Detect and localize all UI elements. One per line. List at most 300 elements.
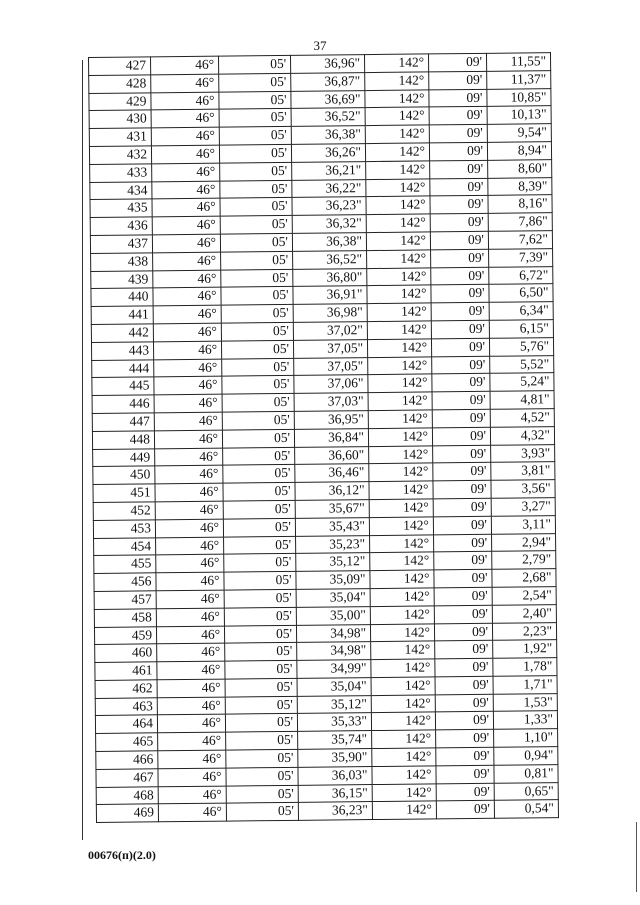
cell-point-number: 431 xyxy=(89,128,151,146)
cell-lat-degrees: 46° xyxy=(155,465,223,484)
cell-point-number: 454 xyxy=(94,537,156,555)
cell-lon-seconds: 1,10" xyxy=(494,729,558,747)
cell-lon-minutes: 09' xyxy=(429,89,487,107)
cell-lat-degrees: 46° xyxy=(151,127,219,146)
cell-point-number: 459 xyxy=(94,626,156,644)
cell-lat-degrees: 46° xyxy=(158,768,226,787)
cell-lat-degrees: 46° xyxy=(154,430,222,449)
cell-lon-degrees: 142° xyxy=(370,623,434,641)
cell-point-number: 442 xyxy=(91,324,153,342)
cell-point-number: 444 xyxy=(92,359,154,377)
cell-lat-degrees: 46° xyxy=(154,394,222,413)
cell-lon-minutes: 09' xyxy=(429,142,487,160)
cell-point-number: 433 xyxy=(90,164,152,182)
cell-lon-minutes: 09' xyxy=(436,730,494,748)
cell-lon-minutes: 09' xyxy=(432,409,490,427)
cell-lon-minutes: 09' xyxy=(435,694,493,712)
cell-lon-degrees: 142° xyxy=(367,339,431,357)
cell-point-number: 432 xyxy=(89,146,151,164)
cell-point-number: 468 xyxy=(96,786,158,804)
cell-lat-degrees: 46° xyxy=(153,287,221,306)
cell-lon-minutes: 09' xyxy=(435,658,493,676)
cell-lon-seconds: 7,62" xyxy=(488,231,552,249)
cell-lat-seconds: 36,46" xyxy=(295,464,369,483)
cell-lat-seconds: 36,80" xyxy=(293,268,367,287)
cell-lon-degrees: 142° xyxy=(365,72,429,90)
cell-lat-degrees: 46° xyxy=(158,804,226,823)
cell-lat-seconds: 35,04" xyxy=(296,588,370,607)
cell-lat-minutes: 05' xyxy=(224,625,296,644)
cell-lon-degrees: 142° xyxy=(367,267,431,285)
cell-lat-minutes: 05' xyxy=(221,340,293,359)
cell-lat-degrees: 46° xyxy=(154,376,222,395)
cell-lon-seconds: 8,16" xyxy=(488,195,552,213)
cell-lat-minutes: 05' xyxy=(222,429,294,448)
cell-point-number: 456 xyxy=(94,573,156,591)
cell-lat-minutes: 05' xyxy=(223,500,295,519)
cell-lon-degrees: 142° xyxy=(368,374,432,392)
cell-point-number: 463 xyxy=(95,697,157,715)
cell-point-number: 453 xyxy=(93,520,155,538)
cell-lat-minutes: 05' xyxy=(223,518,295,537)
cell-point-number: 458 xyxy=(94,609,156,627)
document-code: 00676(п)(2.0) xyxy=(88,848,156,862)
cell-point-number: 451 xyxy=(93,484,155,502)
cell-lon-seconds: 8,60" xyxy=(488,159,552,177)
cell-lat-degrees: 46° xyxy=(152,163,220,182)
cell-lon-seconds: 7,39" xyxy=(489,248,553,266)
cell-lat-seconds: 36,22" xyxy=(292,179,366,198)
cell-lon-minutes: 09' xyxy=(432,356,490,374)
cell-lat-seconds: 35,09" xyxy=(296,571,370,590)
cell-lon-minutes: 09' xyxy=(431,320,489,338)
cell-lat-degrees: 46° xyxy=(155,483,223,502)
cell-lat-minutes: 05' xyxy=(222,358,294,377)
table-row xyxy=(96,800,558,823)
cell-lon-degrees: 142° xyxy=(371,641,435,659)
cell-lon-degrees: 142° xyxy=(365,143,429,161)
cell-lat-degrees: 46° xyxy=(156,572,224,591)
cell-lon-degrees: 142° xyxy=(368,410,432,428)
cell-lon-minutes: 09' xyxy=(429,71,487,89)
cell-lon-minutes: 09' xyxy=(434,605,492,623)
cell-lat-degrees: 46° xyxy=(151,145,219,164)
cell-lat-seconds: 37,02" xyxy=(293,322,367,341)
cell-lon-seconds: 2,68" xyxy=(492,569,556,587)
cell-lat-seconds: 36,15" xyxy=(298,784,372,803)
cell-lat-minutes: 05' xyxy=(224,536,296,555)
cell-point-number: 457 xyxy=(94,591,156,609)
cell-lon-degrees: 142° xyxy=(367,250,431,268)
cell-lat-degrees: 46° xyxy=(158,732,226,751)
cell-lon-degrees: 142° xyxy=(367,321,431,339)
cell-point-number: 443 xyxy=(91,342,153,360)
cell-lon-degrees: 142° xyxy=(371,677,435,695)
cell-lon-minutes: 09' xyxy=(433,463,491,481)
cell-lat-seconds: 35,67" xyxy=(295,500,369,519)
cell-lat-degrees: 46° xyxy=(157,643,225,662)
cell-lat-minutes: 05' xyxy=(219,109,291,128)
cell-lat-minutes: 05' xyxy=(221,305,293,324)
cell-lon-seconds: 2,40" xyxy=(492,604,556,622)
cell-lon-degrees: 142° xyxy=(366,179,430,197)
cell-point-number: 439 xyxy=(91,270,153,288)
cell-lon-minutes: 09' xyxy=(436,747,494,765)
cell-lat-minutes: 05' xyxy=(222,411,294,430)
cell-lon-minutes: 09' xyxy=(432,391,490,409)
cell-lat-degrees: 46° xyxy=(157,679,225,698)
cell-lon-seconds: 10,85" xyxy=(487,88,551,106)
cell-lat-seconds: 36,60" xyxy=(295,446,369,465)
cell-lat-seconds: 37,06" xyxy=(294,375,368,394)
cell-lat-degrees: 46° xyxy=(157,661,225,680)
cell-lon-seconds: 7,86" xyxy=(488,213,552,231)
cell-lon-seconds: 2,54" xyxy=(492,587,556,605)
cell-lat-degrees: 46° xyxy=(153,323,221,342)
cell-point-number: 466 xyxy=(96,751,158,769)
cell-lat-minutes: 05' xyxy=(226,767,298,786)
cell-lat-minutes: 05' xyxy=(223,465,295,484)
cell-lon-seconds: 6,72" xyxy=(489,266,553,284)
cell-lon-degrees: 142° xyxy=(366,214,430,232)
cell-lon-degrees: 142° xyxy=(364,54,428,72)
cell-lon-minutes: 09' xyxy=(431,285,489,303)
cell-point-number: 465 xyxy=(96,733,158,751)
cell-lat-seconds: 35,23" xyxy=(296,535,370,554)
cell-lon-degrees: 142° xyxy=(372,730,436,748)
cell-lat-seconds: 36,69" xyxy=(291,90,365,109)
cell-lon-minutes: 09' xyxy=(436,765,494,783)
cell-lon-seconds: 6,34" xyxy=(489,302,553,320)
cell-lat-degrees: 46° xyxy=(155,501,223,520)
cell-lon-degrees: 142° xyxy=(372,748,436,766)
cell-lon-minutes: 09' xyxy=(428,53,486,71)
cell-lon-seconds: 11,37" xyxy=(487,70,551,88)
cell-lat-seconds: 35,43" xyxy=(295,517,369,536)
cell-lon-degrees: 142° xyxy=(369,463,433,481)
cell-lat-seconds: 36,23" xyxy=(292,197,366,216)
cell-lon-seconds: 9,54" xyxy=(487,124,551,142)
cell-lon-minutes: 09' xyxy=(431,302,489,320)
cell-point-number: 447 xyxy=(92,413,154,431)
cell-lat-seconds: 37,05" xyxy=(293,339,367,358)
cell-point-number: 438 xyxy=(91,253,153,271)
cell-lon-seconds: 6,15" xyxy=(489,320,553,338)
cell-point-number: 455 xyxy=(94,555,156,573)
cell-point-number: 452 xyxy=(93,502,155,520)
cell-lon-minutes: 09' xyxy=(436,801,494,819)
cell-lon-seconds: 1,78" xyxy=(493,658,557,676)
cell-lon-minutes: 09' xyxy=(431,267,489,285)
cell-lon-seconds: 0,94" xyxy=(494,747,558,765)
cell-lon-seconds: 8,94" xyxy=(487,142,551,160)
cell-lon-degrees: 142° xyxy=(365,90,429,108)
cell-lon-degrees: 142° xyxy=(369,445,433,463)
cell-lon-minutes: 09' xyxy=(435,676,493,694)
cell-lat-seconds: 34,99" xyxy=(297,660,371,679)
cell-lat-minutes: 05' xyxy=(224,607,296,626)
cell-lon-seconds: 11,55" xyxy=(486,53,550,71)
cell-point-number: 467 xyxy=(96,769,158,787)
cell-lat-minutes: 05' xyxy=(225,714,297,733)
cell-lon-minutes: 09' xyxy=(430,160,488,178)
cell-lat-minutes: 05' xyxy=(221,287,293,306)
coordinates-table-container xyxy=(88,52,558,823)
cell-point-number: 448 xyxy=(92,431,154,449)
cell-lon-seconds: 5,76" xyxy=(489,337,553,355)
cell-lat-degrees: 46° xyxy=(151,74,219,93)
cell-point-number: 446 xyxy=(92,395,154,413)
cell-lon-minutes: 09' xyxy=(430,213,488,231)
cell-lat-degrees: 46° xyxy=(158,786,226,805)
cell-lat-degrees: 46° xyxy=(156,608,224,627)
cell-lon-degrees: 142° xyxy=(366,196,430,214)
cell-lat-minutes: 05' xyxy=(221,322,293,341)
cell-point-number: 440 xyxy=(91,288,153,306)
cell-lon-degrees: 142° xyxy=(371,659,435,677)
cell-lat-degrees: 46° xyxy=(154,359,222,378)
cell-lat-minutes: 05' xyxy=(225,643,297,662)
cell-lat-minutes: 05' xyxy=(219,127,291,146)
cell-lon-degrees: 142° xyxy=(368,356,432,374)
cell-lon-degrees: 142° xyxy=(365,107,429,125)
cell-lat-minutes: 05' xyxy=(223,447,295,466)
cell-lon-seconds: 2,94" xyxy=(492,533,556,551)
cell-lat-degrees: 46° xyxy=(155,448,223,467)
cell-lat-degrees: 46° xyxy=(158,750,226,769)
cell-lat-minutes: 05' xyxy=(220,198,292,217)
cell-lon-degrees: 142° xyxy=(372,784,436,802)
cell-lat-seconds: 36,84" xyxy=(294,428,368,447)
cell-point-number: 445 xyxy=(92,377,154,395)
cell-lat-degrees: 46° xyxy=(153,270,221,289)
cell-lon-minutes: 09' xyxy=(432,374,490,392)
cell-lon-seconds: 5,52" xyxy=(490,355,554,373)
cell-lat-minutes: 05' xyxy=(225,660,297,679)
cell-lat-minutes: 05' xyxy=(226,732,298,751)
cell-lon-seconds: 3,81" xyxy=(491,462,555,480)
cell-lat-seconds: 36,96" xyxy=(290,55,364,74)
cell-lat-minutes: 05' xyxy=(221,269,293,288)
scan-border-line xyxy=(82,60,83,840)
cell-point-number: 430 xyxy=(89,110,151,128)
cell-lon-seconds: 1,92" xyxy=(493,640,557,658)
cell-lon-seconds: 2,79" xyxy=(492,551,556,569)
cell-lat-minutes: 05' xyxy=(220,180,292,199)
cell-lat-minutes: 05' xyxy=(221,251,293,270)
cell-lat-seconds: 36,26" xyxy=(291,144,365,163)
cell-point-number: 435 xyxy=(90,199,152,217)
cell-lat-degrees: 46° xyxy=(156,554,224,573)
cell-lat-degrees: 46° xyxy=(151,110,219,129)
cell-lon-minutes: 09' xyxy=(430,178,488,196)
cell-lon-seconds: 1,53" xyxy=(493,693,557,711)
cell-lon-minutes: 09' xyxy=(434,587,492,605)
cell-lat-degrees: 46° xyxy=(151,92,219,111)
cell-lat-degrees: 46° xyxy=(152,234,220,253)
cell-lon-seconds: 3,27" xyxy=(491,498,555,516)
cell-lon-seconds: 5,24" xyxy=(490,373,554,391)
cell-lat-minutes: 05' xyxy=(220,216,292,235)
cell-lat-minutes: 05' xyxy=(224,571,296,590)
cell-lat-seconds: 36,95" xyxy=(294,411,368,430)
cell-lon-seconds: 3,93" xyxy=(491,444,555,462)
cell-lon-seconds: 4,81" xyxy=(490,391,554,409)
cell-lon-degrees: 142° xyxy=(369,517,433,535)
cell-lon-seconds: 1,71" xyxy=(493,676,557,694)
cell-lat-minutes: 05' xyxy=(224,554,296,573)
cell-lat-degrees: 46° xyxy=(152,181,220,200)
cell-lat-seconds: 36,38" xyxy=(291,126,365,145)
cell-lon-minutes: 09' xyxy=(434,534,492,552)
cell-lat-minutes: 05' xyxy=(225,696,297,715)
cell-point-number: 427 xyxy=(89,57,151,75)
cell-lat-seconds: 35,04" xyxy=(297,677,371,696)
cell-lon-minutes: 09' xyxy=(433,445,491,463)
cell-lat-seconds: 36,52" xyxy=(291,108,365,127)
cell-lat-minutes: 05' xyxy=(225,678,297,697)
cell-point-number: 434 xyxy=(90,181,152,199)
cell-lat-minutes: 05' xyxy=(219,144,291,163)
cell-lat-minutes: 05' xyxy=(226,785,298,804)
cell-lon-minutes: 09' xyxy=(430,231,488,249)
cell-lat-degrees: 46° xyxy=(155,519,223,538)
cell-lat-seconds: 36,87" xyxy=(291,72,365,91)
cell-point-number: 441 xyxy=(91,306,153,324)
cell-lon-degrees: 142° xyxy=(366,161,430,179)
cell-lat-minutes: 05' xyxy=(223,482,295,501)
cell-lat-minutes: 05' xyxy=(222,394,294,413)
cell-lat-degrees: 46° xyxy=(152,199,220,218)
cell-lon-degrees: 142° xyxy=(366,232,430,250)
cell-lon-minutes: 09' xyxy=(434,569,492,587)
cell-lon-minutes: 09' xyxy=(433,516,491,534)
cell-lat-seconds: 34,98" xyxy=(297,642,371,661)
cell-lon-degrees: 142° xyxy=(371,695,435,713)
cell-lon-minutes: 09' xyxy=(436,783,494,801)
cell-point-number: 464 xyxy=(95,715,157,733)
cell-lon-minutes: 09' xyxy=(435,712,493,730)
page-number: 37 xyxy=(313,38,327,53)
cell-lon-degrees: 142° xyxy=(370,552,434,570)
cell-lat-seconds: 35,00" xyxy=(296,606,370,625)
cell-lon-degrees: 142° xyxy=(368,428,432,446)
cell-point-number: 450 xyxy=(93,466,155,484)
cell-point-number: 469 xyxy=(96,804,158,822)
cell-lon-seconds: 8,39" xyxy=(488,177,552,195)
cell-lat-seconds: 35,90" xyxy=(298,749,372,768)
cell-lat-degrees: 46° xyxy=(153,341,221,360)
cell-lon-minutes: 09' xyxy=(430,196,488,214)
cell-lat-degrees: 46° xyxy=(151,56,219,75)
cell-lat-minutes: 05' xyxy=(219,91,291,110)
cell-lat-minutes: 05' xyxy=(226,749,298,768)
cell-lon-seconds: 4,32" xyxy=(490,426,554,444)
cell-lat-degrees: 46° xyxy=(153,305,221,324)
cell-lat-seconds: 35,74" xyxy=(298,731,372,750)
cell-lat-seconds: 36,91" xyxy=(293,286,367,305)
cell-lat-degrees: 46° xyxy=(156,537,224,556)
cell-lat-seconds: 36,38" xyxy=(292,233,366,252)
cell-lat-seconds: 36,32" xyxy=(292,215,366,234)
cell-lon-seconds: 3,11" xyxy=(491,515,555,533)
cell-lon-degrees: 142° xyxy=(370,534,434,552)
cell-lon-seconds: 2,23" xyxy=(492,622,556,640)
cell-lon-degrees: 142° xyxy=(368,392,432,410)
cell-lon-degrees: 142° xyxy=(370,606,434,624)
cell-lon-minutes: 09' xyxy=(433,480,491,498)
cell-lon-degrees: 142° xyxy=(369,481,433,499)
cell-point-number: 462 xyxy=(95,680,157,698)
cell-lon-seconds: 4,52" xyxy=(490,409,554,427)
cell-point-number: 436 xyxy=(90,217,152,235)
cell-point-number: 460 xyxy=(95,644,157,662)
cell-lat-degrees: 46° xyxy=(156,590,224,609)
cell-lon-degrees: 142° xyxy=(365,125,429,143)
cell-lat-degrees: 46° xyxy=(157,697,225,716)
cell-lat-minutes: 05' xyxy=(224,589,296,608)
cell-lon-degrees: 142° xyxy=(371,712,435,730)
cell-lon-degrees: 142° xyxy=(370,570,434,588)
cell-lon-minutes: 09' xyxy=(431,338,489,356)
cell-lat-seconds: 37,05" xyxy=(294,357,368,376)
cell-lat-seconds: 36,98" xyxy=(293,304,367,323)
cell-lat-seconds: 37,03" xyxy=(294,393,368,412)
cell-lon-minutes: 09' xyxy=(434,623,492,641)
cell-lon-degrees: 142° xyxy=(369,499,433,517)
cell-lon-minutes: 09' xyxy=(432,427,490,445)
cell-point-number: 429 xyxy=(89,92,151,110)
cell-lon-seconds: 6,50" xyxy=(489,284,553,302)
cell-lat-seconds: 35,33" xyxy=(297,713,371,732)
cell-lon-minutes: 09' xyxy=(431,249,489,267)
cell-lat-seconds: 36,03" xyxy=(298,766,372,785)
cell-lat-minutes: 05' xyxy=(222,376,294,395)
cell-lon-seconds: 0,54" xyxy=(494,800,558,818)
cell-lon-degrees: 142° xyxy=(372,801,436,819)
cell-lat-minutes: 05' xyxy=(220,162,292,181)
cell-lon-seconds: 10,13" xyxy=(487,106,551,124)
cell-lon-minutes: 09' xyxy=(435,641,493,659)
cell-lon-minutes: 09' xyxy=(433,498,491,516)
cell-point-number: 437 xyxy=(90,235,152,253)
cell-lon-minutes: 09' xyxy=(429,125,487,143)
cell-lat-minutes: 05' xyxy=(220,233,292,252)
cell-lat-seconds: 36,21" xyxy=(292,161,366,180)
cell-lat-degrees: 46° xyxy=(157,715,225,734)
cell-point-number: 449 xyxy=(93,448,155,466)
cell-lat-degrees: 46° xyxy=(153,252,221,271)
coordinates-table-body xyxy=(89,53,559,823)
cell-lon-degrees: 142° xyxy=(367,285,431,303)
cell-lat-degrees: 46° xyxy=(156,626,224,645)
cell-lat-minutes: 05' xyxy=(218,55,290,74)
cell-lon-seconds: 3,56" xyxy=(491,480,555,498)
cell-lat-degrees: 46° xyxy=(154,412,222,431)
scan-edge-mark xyxy=(636,822,637,892)
cell-lon-seconds: 1,33" xyxy=(493,711,557,729)
cell-lon-seconds: 0,81" xyxy=(494,764,558,782)
cell-point-number: 461 xyxy=(95,662,157,680)
cell-point-number: 428 xyxy=(89,75,151,93)
cell-lat-seconds: 36,12" xyxy=(295,482,369,501)
cell-lat-seconds: 35,12" xyxy=(296,553,370,572)
cell-lat-minutes: 05' xyxy=(219,73,291,92)
cell-lon-degrees: 142° xyxy=(370,588,434,606)
coordinates-table xyxy=(88,52,559,823)
cell-lat-seconds: 35,12" xyxy=(297,695,371,714)
cell-lon-degrees: 142° xyxy=(367,303,431,321)
